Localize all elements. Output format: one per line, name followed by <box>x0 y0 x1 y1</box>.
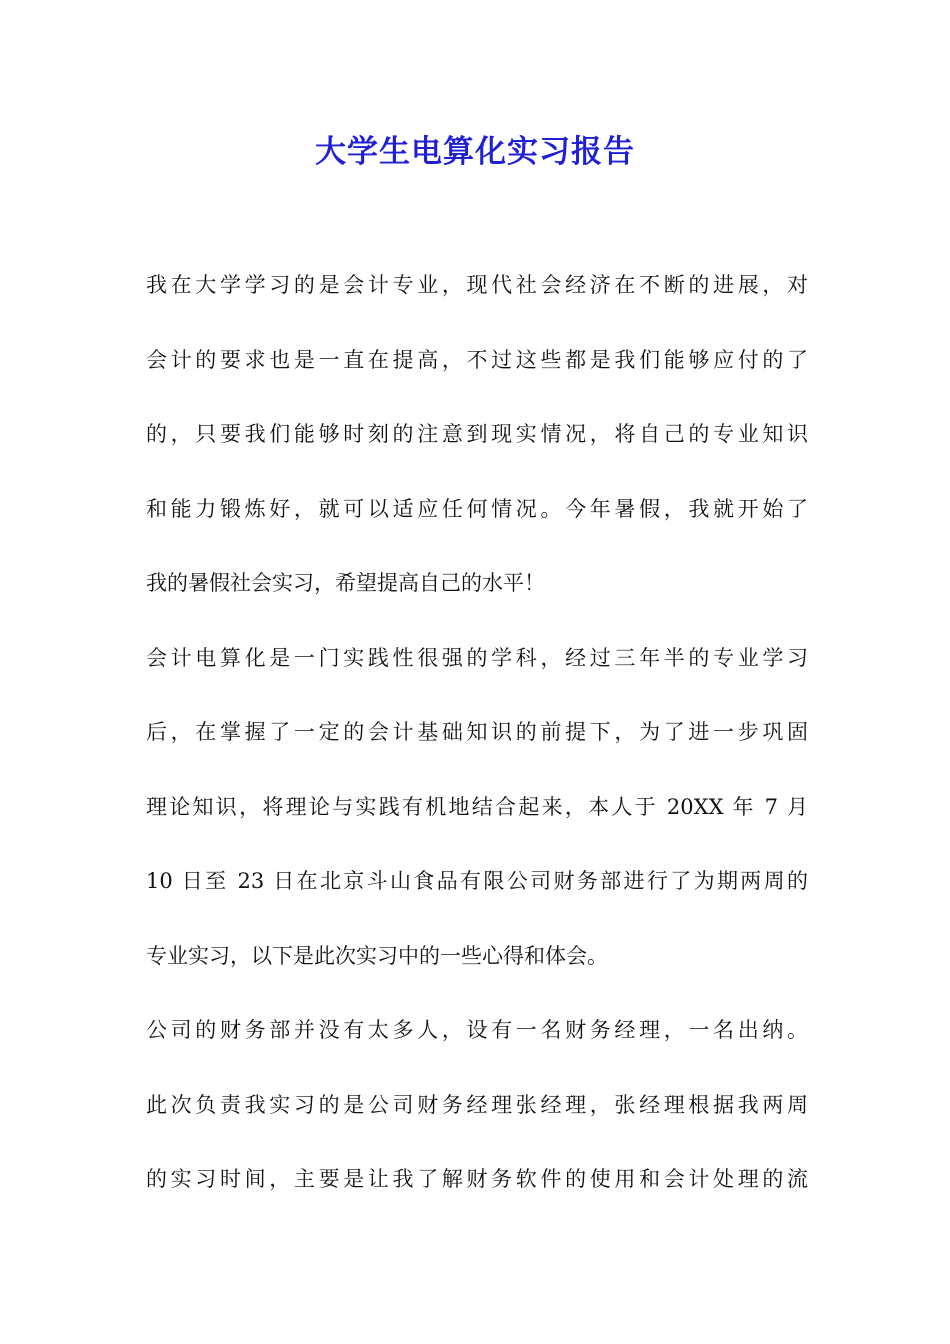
body-line: 我在大学学习的是会计专业，现代社会经济在不断的进展，对 <box>146 273 808 297</box>
body-line: 专业实习，以下是此次实习中的一些心得和体会。 <box>146 943 608 968</box>
body-line: 会计的要求也是一直在提高，不过这些都是我们能够应付的了 <box>146 347 808 372</box>
body-line: 公司的财务部并没有太多人，设有一名财务经理，一名出纳。 <box>146 1018 808 1042</box>
body-line: 的，只要我们能够时刻的注意到现实情况，将自己的专业知识 <box>146 422 808 446</box>
body-line: 我的暑假社会实习，希望提高自己的水平！ <box>146 571 545 595</box>
body-line: 的实习时间，主要是让我了解财务软件的使用和会计处理的流 <box>146 1167 808 1191</box>
body-line: 会计电算化是一门实践性很强的学科，经过三年半的专业学习 <box>146 645 808 670</box>
body-line: 10 日至 23 日在北京斗山食品有限公司财务部进行了为期两周的 <box>146 869 808 893</box>
document-title: 大学生电算化实习报告 <box>315 134 635 170</box>
body-line: 此次负责我实习的是公司财务经理张经理，张经理根据我两周 <box>146 1092 808 1117</box>
body-line: 后，在掌握了一定的会计基础知识的前提下，为了进一步巩固 <box>146 720 808 744</box>
body-line: 理论知识，将理论与实践有机地结合起来，本人于 20XX 年 7 月 <box>146 794 808 819</box>
document-body <box>146 262 808 1231</box>
body-line: 和能力锻炼好，就可以适应任何情况。今年暑假，我就开始了 <box>146 496 808 521</box>
